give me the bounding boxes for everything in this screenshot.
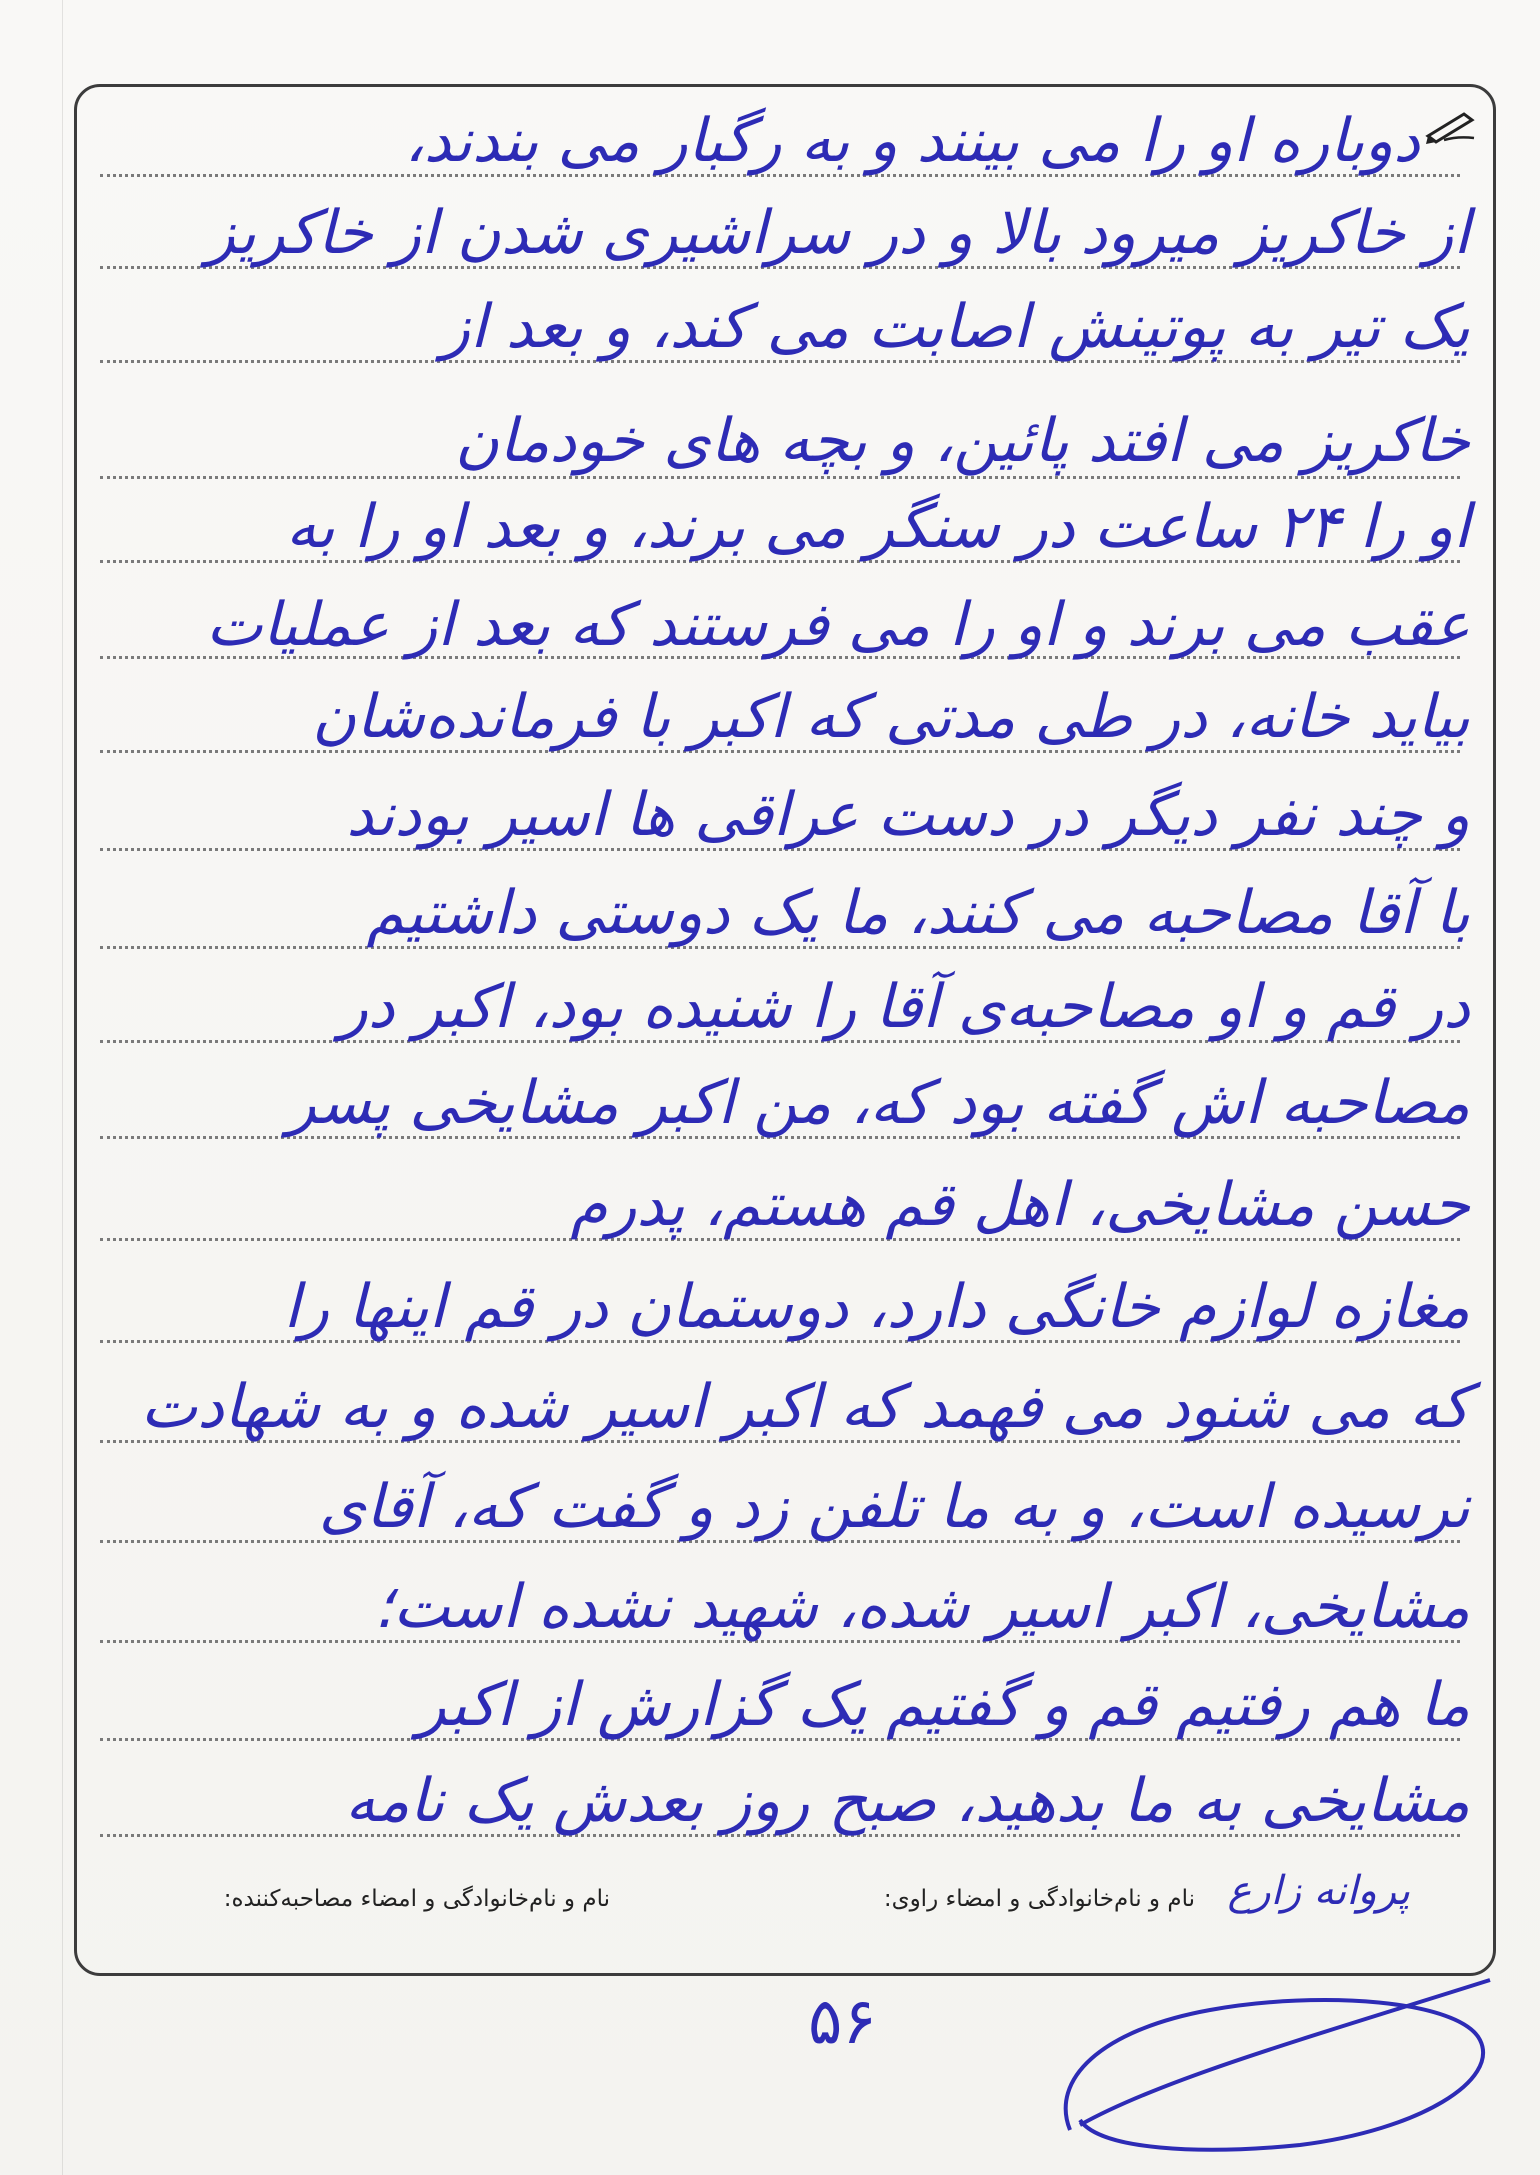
pen-icon <box>1424 106 1478 146</box>
handwritten-line-1: دوباره او را می بینند و به رگبار می بندند، <box>404 106 1420 176</box>
handwritten-line-8: و چند نفر دیگر در دست عراقی ها اسیر بودند <box>346 780 1470 850</box>
handwritten-line-12: حسن مشایخی، اهل قم هستم، پدرم <box>570 1170 1470 1240</box>
handwritten-line-16: مشایخی، اکبر اسیر شده، شهید نشده است؛ <box>374 1572 1470 1642</box>
handwritten-line-10: در قم و او مصاحبه‌ی آقا را شنیده بود، اکبر در <box>338 972 1470 1042</box>
handwritten-line-3: یک تیر به پوتینش اصابت می کند، و بعد از <box>441 292 1470 362</box>
narrator-label: نام و نام‌خانوادگی و امضاء راوی: <box>883 1886 1195 1912</box>
handwritten-line-4: خاکریز می افتد پائین، و بچه های خودمان <box>454 406 1470 476</box>
page-number: ۵۶ <box>808 1985 877 2059</box>
handwritten-line-5: او را ۲۴ ساعت در سنگر می برند، و بعد او را به <box>286 492 1470 562</box>
handwritten-line-14: که می شنود می فهمد که اکبر اسیر شده و به شهادت <box>140 1372 1470 1442</box>
handwritten-line-2: از خاکریز میرود بالا و در سراشیری شدن از خاکریز <box>206 198 1470 268</box>
handwritten-line-13: مغازه لوازم خانگی دارد، دوستمان در قم اینها را <box>283 1272 1470 1342</box>
signature-scribble <box>1040 1960 1510 2160</box>
handwritten-line-7: بیاید خانه، در طی مدتی که اکبر با فرمانده‌شان <box>312 682 1470 752</box>
handwritten-line-15: نرسیده است، و به ما تلفن زد و گفت که، آقای <box>318 1472 1470 1542</box>
handwritten-line-11: مصاحبه اش گفته بود که، من اکبر مشایخی پسر <box>287 1068 1470 1138</box>
handwritten-line-6: عقب می برند و او را می فرستند که بعد از عملیات <box>206 590 1470 660</box>
handwritten-line-18: مشایخی به ما بدهید، صبح روز بعدش یک نامه <box>345 1766 1470 1836</box>
interviewer-label: نام و نام‌خانوادگی و امضاء مصاحبه‌کننده: <box>223 1886 610 1912</box>
handwritten-line-9: با آقا مصاحبه می کنند، ما یک دوستی داشتیم <box>366 878 1470 948</box>
interviewer-signature-text: پروانه زارع <box>1227 1868 1410 1914</box>
handwritten-line-17: ما هم رفتیم قم و گفتیم یک گزارش از اکبر <box>416 1670 1470 1740</box>
